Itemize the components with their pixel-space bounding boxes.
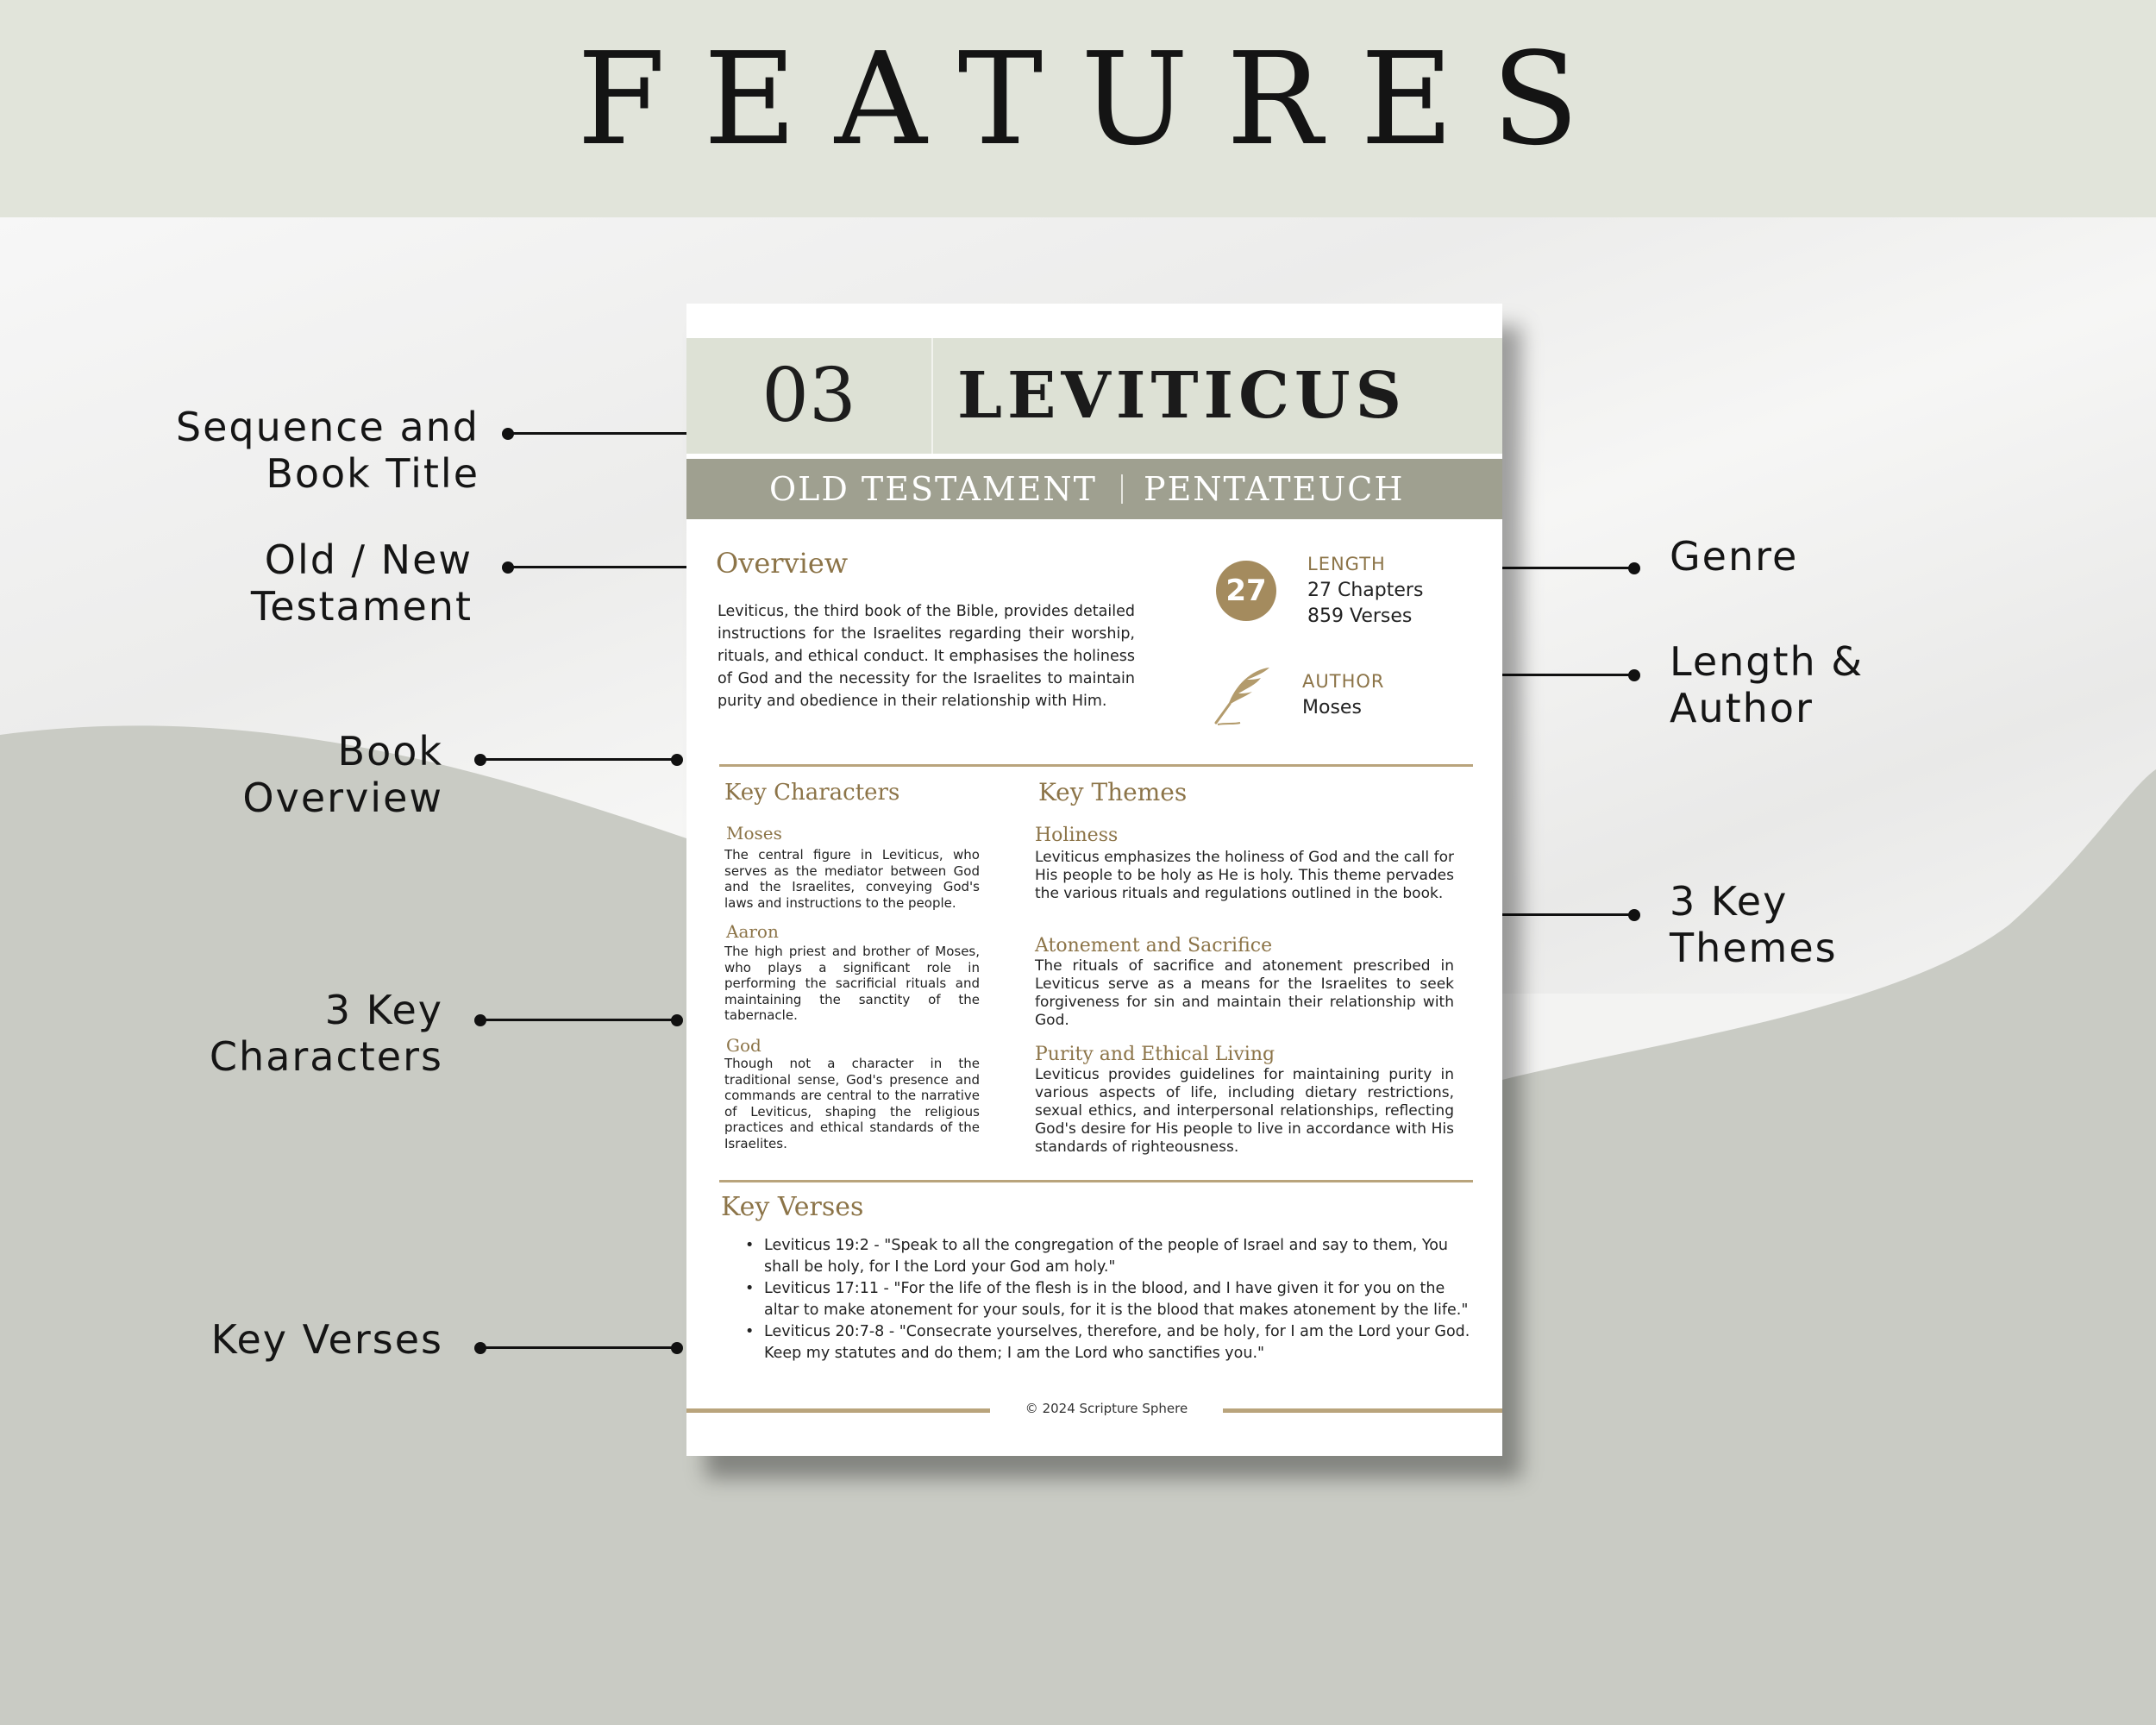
book-number: 03 xyxy=(761,353,856,439)
key-verses-list xyxy=(736,1235,1478,1364)
features-title: FEATURES xyxy=(577,25,1617,173)
study-sheet-card xyxy=(686,304,1502,1456)
label-key-characters: 3 Key Characters xyxy=(209,987,443,1080)
character-name: Moses xyxy=(726,823,782,844)
theme-text: Leviticus emphasizes the holiness of God and the call for His people to be holy as He is holy. This theme pervades the various rituals and regulations outlined in the book. xyxy=(1035,849,1454,902)
overview-heading: Overview xyxy=(716,547,849,580)
testament-band xyxy=(686,459,1502,519)
genre-label: PENTATEUCH xyxy=(1144,470,1405,508)
length-badge: 27 xyxy=(1216,561,1276,621)
connector-dot xyxy=(1628,562,1640,574)
band-divider xyxy=(1121,474,1123,504)
overview-text: Leviticus, the third book of the Bible, provides detailed instructions for the Israelites regarding their worship, rituals, and ethical conduct. It emphasises the holiness of God and the necessity for the Israelites to maintain purity and obedience in their relationship with Him. xyxy=(718,603,1135,710)
character-text: The central figure in Leviticus, who serves as the mediator between God and the Israelites, conveying God's laws and instructions to the people. xyxy=(724,847,980,911)
connector-line xyxy=(507,432,704,435)
theme-text: Leviticus provides guidelines for maintaining purity in various aspects of life, including dietary restrictions, sexual ethics, and interpersonal relationships, reflecting God's desire for His people to live in accordance with His standards of righteousness. xyxy=(1035,1066,1454,1156)
connector-dot xyxy=(671,1342,683,1354)
character-name: Aaron xyxy=(726,921,779,942)
length-verses: 859 Verses xyxy=(1307,605,1413,627)
theme-name: Purity and Ethical Living xyxy=(1035,1044,1275,1065)
length-chapters: 27 Chapters xyxy=(1307,580,1424,601)
author-name: Moses xyxy=(1302,697,1362,718)
book-header xyxy=(686,338,1502,454)
section-divider xyxy=(719,764,1473,767)
key-themes-heading: Key Themes xyxy=(1038,778,1188,806)
connector-dot xyxy=(1628,669,1640,681)
verse-item: • Leviticus 17:11 - "For the life of the flesh is in the blood, and I have given it for you on the altar to make atonement for your souls, for it is the blood that makes atonement by the life." xyxy=(745,1278,1478,1321)
book-title: LEVITICUS xyxy=(957,359,1407,433)
character-text: Though not a character in the traditional sense, God's presence and commands are central to the narrative of Leviticus, shaping the religious practices and ethical standards of the Israelites. xyxy=(724,1056,980,1151)
footer-rule xyxy=(686,1408,990,1413)
connector-line xyxy=(479,1346,678,1349)
section-divider xyxy=(719,1180,1473,1182)
length-label: LENGTH xyxy=(1307,554,1386,574)
theme-name: Holiness xyxy=(1035,825,1119,846)
connector-line xyxy=(479,1019,678,1021)
quill-icon xyxy=(1209,662,1278,728)
theme-name: Atonement and Sacrifice xyxy=(1035,935,1273,957)
theme-text: The rituals of sacrifice and atonement prescribed in Leviticus serve as a means for the Israelites to seek forgiveness for sin and maintain their relationship with God. xyxy=(1035,957,1454,1029)
character-name: God xyxy=(726,1035,761,1056)
label-book-overview: Book Overview xyxy=(242,728,443,821)
connector-dot xyxy=(671,754,683,766)
label-length-author: Length & Author xyxy=(1670,638,1865,731)
connector-dot xyxy=(671,1014,683,1026)
key-verses-heading: Key Verses xyxy=(721,1192,864,1222)
footer-copyright: © 2024 Scripture Sphere xyxy=(1025,1401,1188,1416)
label-genre: Genre xyxy=(1670,533,1799,580)
connector-dot xyxy=(1628,909,1640,921)
header-divider xyxy=(931,338,933,454)
verse-item: • Leviticus 19:2 - "Speak to all the congregation of the people of Israel and say to them, You shall be holy, for I the Lord your God am holy." xyxy=(745,1235,1478,1278)
label-key-themes: 3 Key Themes xyxy=(1670,878,1838,971)
key-characters-heading: Key Characters xyxy=(724,780,900,806)
verse-item: • Leviticus 20:7-8 - "Consecrate yourselves, therefore, and be holy, for I am the Lord your God. Keep my statutes and do them; I am the Lord who sanctifies you." xyxy=(745,1321,1478,1364)
connector-line xyxy=(507,566,704,568)
label-key-verses: Key Verses xyxy=(210,1316,443,1363)
author-label: AUTHOR xyxy=(1302,671,1385,692)
label-testament: Old / New Testament xyxy=(250,536,473,630)
testament-label: OLD TESTAMENT xyxy=(769,470,1098,508)
features-banner xyxy=(0,0,2156,217)
character-text: The high priest and brother of Moses, who plays a significant role in performing the sacrificial rituals and maintaining the sanctity of the tabernacle. xyxy=(724,944,980,1024)
footer-rule xyxy=(1223,1408,1502,1413)
label-sequence-title: Sequence and Book Title xyxy=(175,404,479,497)
connector-line xyxy=(479,758,678,761)
